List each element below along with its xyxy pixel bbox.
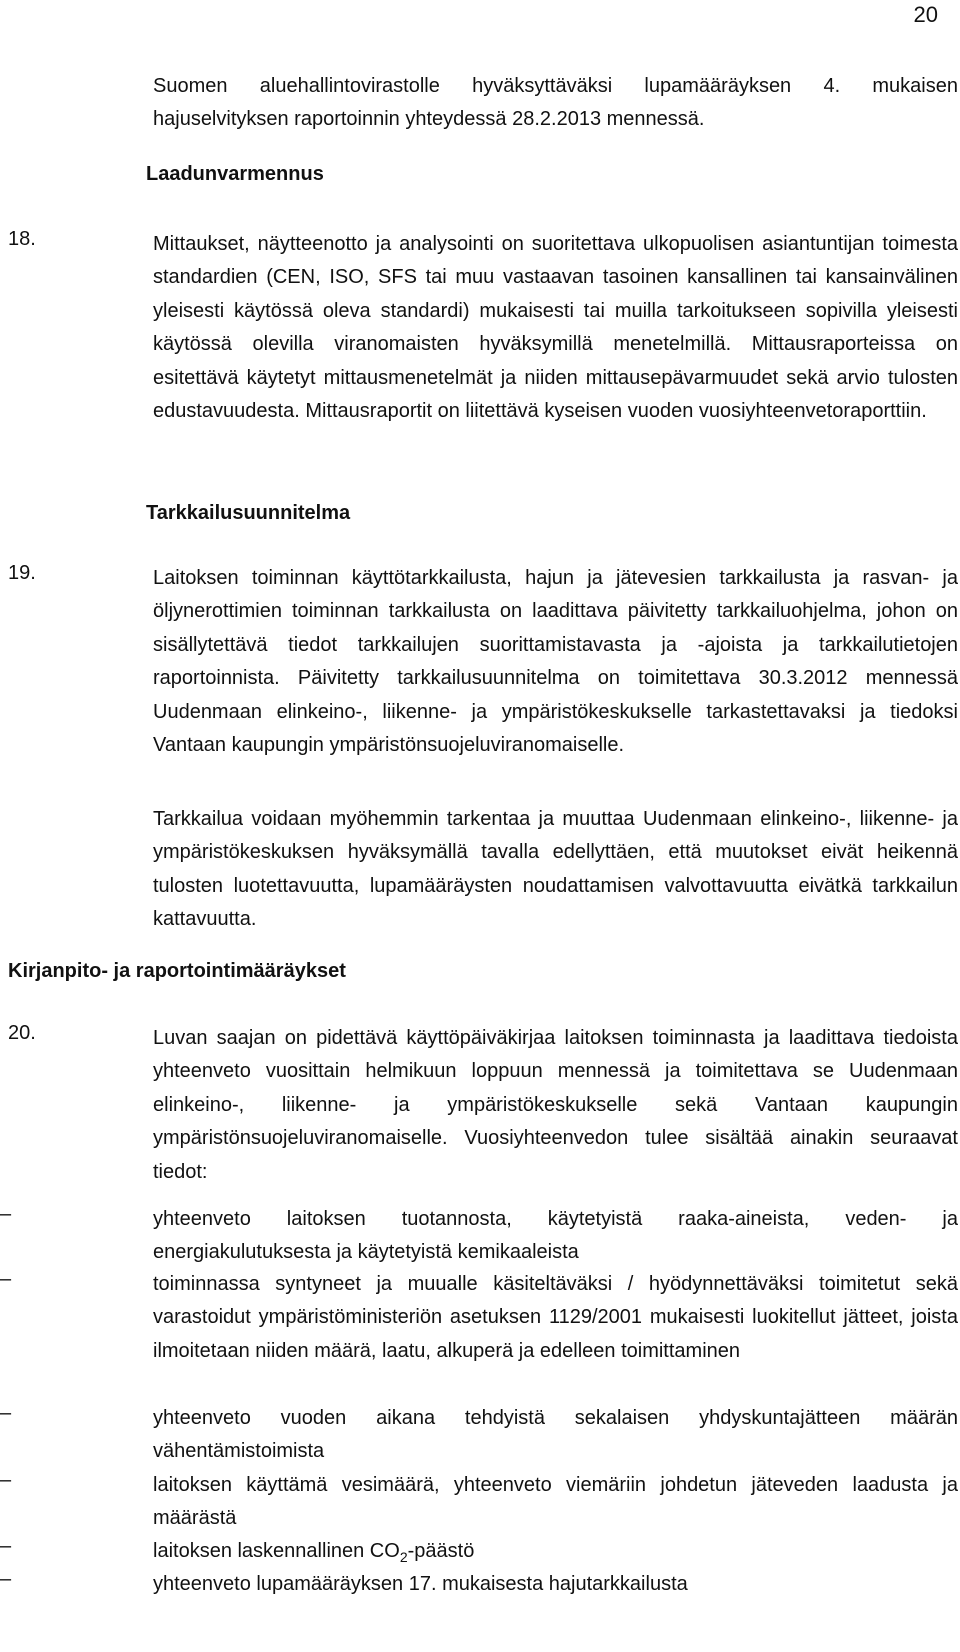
paragraph-18: Mittaukset, näytteenotto ja analysointi on suoritettava ulkopuolisen asiantuntijan toimesta standardien (CEN, ISO, SFS tai muu vastaavan tasoinen kansallinen tai kansainvälinen yleisesti käytössä oleva standardi) mukaisesti tai muilla tarkoitukseen sopivilla yleisesti käytössä olevilla viranomaisten hyväksymillä menetelmillä. Mittausraporteissa on esitettävä käytetyt mittausmenetelmät ja niiden mittausepävarmuudet sekä arvio tulosten edustavuudesta. Mittausraportit on liitettävä kyseisen vuoden vuosiyhteenvetoraporttiin. (153, 233, 958, 423)
list-item-5-suffix: -päästö (407, 1540, 475, 1562)
list-item-1: yhteenveto laitoksen tuotannosta, käytetyistä raaka-aineista, veden- ja energiakulutuksesta ja käytetyistä kemikaaleista (153, 1208, 958, 1264)
section-heading-tarkkailusuunnitelma: Tarkkailusuunnitelma (146, 502, 351, 524)
paragraph-19: Laitoksen toiminnan käyttötarkkailusta, hajun ja jätevesien tarkkailusta ja rasvan- ja öljynerottimien toiminnan tarkkailusta on laadittava päivitetty tarkkailuohjelma, johon on sisällytettävä tiedot tarkkailujen suorittamistavasta ja -ajoista ja tarkkailutietojen raportoinnista. Päivitetty tarkkailusuunnitelma on toimitettava 30.3.2012 mennessä Uudenmaan elinkeino-, liikenne- ja ympäristökeskukselle tarkastettavaksi ja tiedoksi Vantaan kaupungin ympäristönsuojeluviranomaiselle. (153, 567, 958, 757)
list-dash-6: – (0, 1568, 12, 1590)
list-dash-2: – (0, 1268, 12, 1290)
section-number-19: 19. (8, 562, 36, 584)
list-dash-3: – (0, 1402, 12, 1424)
section-heading-kirjanpito: Kirjanpito- ja raportointimääräykset (8, 960, 346, 982)
list-dash-5: – (0, 1535, 12, 1557)
list-item-2: toiminnassa syntyneet ja muualle käsiteltäväksi / hyödynnettäväksi toimitetut sekä varastoidut ympäristöministeriön asetuksen 1129/2001 mukaisesti luokitellut jätteet, joista ilmoitetaan niiden määrä, laatu, alkuperä ja edelleen toimittaminen (153, 1273, 958, 1362)
page-number: 20 (913, 2, 938, 27)
paragraph-20: Luvan saajan on pidettävä käyttöpäiväkirjaa laitoksen toiminnasta ja laadittava tiedoista yhteenveto vuosittain helmikuun loppuun mennessä ja toimitettava se Uudenmaan elinkeino-, liikenne- ja ympäristökeskukselle sekä Vantaan kaupungin ympäristönsuojeluviranomaiselle. Vuosiyhteenvedon tulee sisältää ainakin seuraavat tiedot: (153, 1027, 958, 1183)
list-item-4: laitoksen käyttämä vesimäärä, yhteenveto viemäriin johdetun jäteveden laadusta ja määrästä (153, 1474, 958, 1530)
section-heading-laadunvarmennus: Laadunvarmennus (146, 163, 324, 185)
list-item-3: yhteenveto vuoden aikana tehdyistä sekalaisen yhdyskuntajätteen määrän vähentämistoimista (153, 1407, 958, 1463)
section-number-18: 18. (8, 228, 36, 250)
list-dash-4: – (0, 1469, 12, 1491)
section-number-20: 20. (8, 1022, 36, 1044)
intro-paragraph: Suomen aluehallintovirastolle hyväksyttäväksi lupamääräyksen 4. mukaisen hajuselvityksen raportoinnin yhteydessä 28.2.2013 mennessä. (153, 75, 958, 131)
co2-subscript: 2 (399, 1549, 408, 1565)
list-item-5-text: laitoksen laskennallinen CO (153, 1540, 400, 1562)
list-dash-1: – (0, 1203, 12, 1225)
paragraph-19-continued: Tarkkailua voidaan myöhemmin tarkentaa ja muuttaa Uudenmaan elinkeino-, liikenne- ja ympäristökeskuksen hyväksymällä tavalla edellyttäen, että muutokset eivät heikennä tulosten luotettavuutta, lupamääräysten noudattamisen valvottavuutta eivätkä tarkkailun kattavuutta. (153, 808, 958, 931)
list-item-5 (153, 1535, 958, 1569)
list-item-6: yhteenveto lupamääräyksen 17. mukaisesta hajutarkkailusta (153, 1573, 688, 1595)
